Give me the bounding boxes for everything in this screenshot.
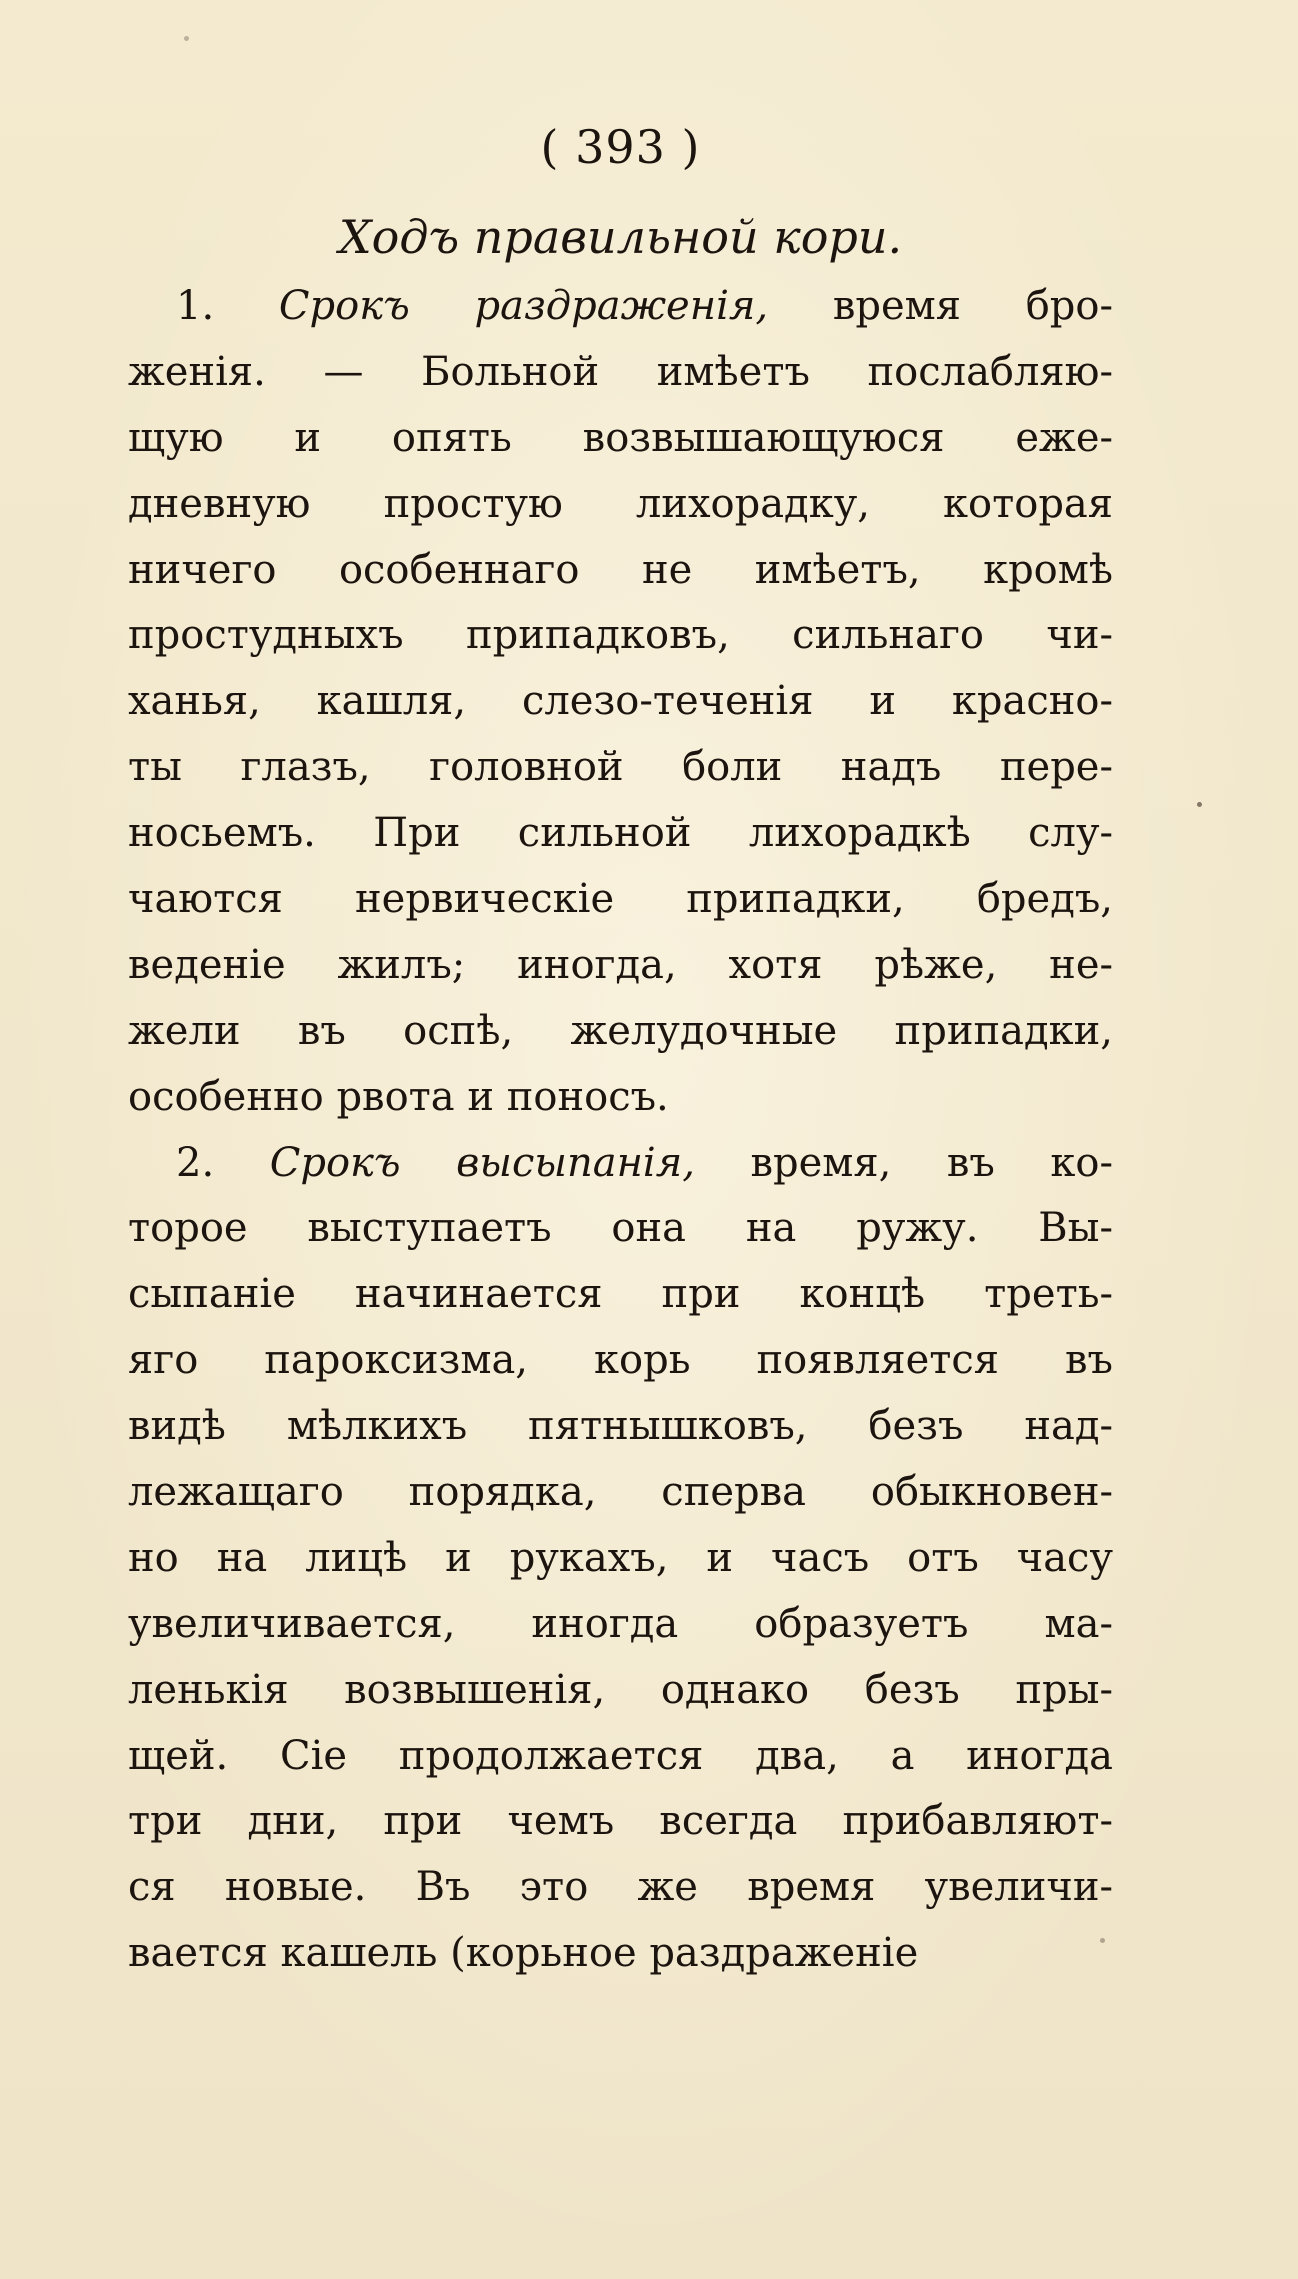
text-line: но на лицѣ и рукахъ, и часъ отъ часу — [128, 1534, 1113, 1581]
page-text — [128, 92, 1113, 1987]
ink-speck — [184, 36, 189, 41]
ink-speck — [1197, 802, 1202, 807]
text-line: ленькія возвышенія, однако безъ пры- — [128, 1666, 1113, 1713]
text-line: ся новые. Въ это же время увеличи- — [128, 1864, 1113, 1911]
text-line — [128, 274, 1113, 340]
paragraph-irritation-stage — [128, 274, 1113, 1131]
section-title: Ходъ правильной кори. — [338, 210, 903, 264]
page-number: ( 393 ) — [540, 120, 701, 174]
text-line: торое выступаетъ она на ружу. Вы- — [128, 1205, 1113, 1252]
text-line: сыпаніе начинается при концѣ треть- — [128, 1271, 1113, 1318]
text-line: ты глазъ, головной боли надъ пере- — [128, 744, 1113, 791]
text-line: лежащаго порядка, сперва обыкновен- — [128, 1469, 1113, 1516]
stage-term: Срокъ раздраженія, — [278, 283, 769, 329]
text-line: женія. — Больной имѣетъ послабляю- — [128, 348, 1113, 395]
paragraph-number: 1. — [176, 283, 215, 329]
text-line: щую и опять возвышающуюся еже- — [128, 414, 1113, 461]
text-line: вается кашель (корьное раздраженіе — [128, 1930, 919, 1977]
text-line: особенно рвота и поносъ. — [128, 1073, 669, 1120]
text-line: ханья, кашля, слезо-теченія и красно- — [128, 678, 1113, 725]
text-line: ничего особеннаго не имѣетъ, кромѣ — [128, 546, 1113, 593]
text-line: видѣ мѣлкихъ пятнышковъ, безъ над- — [128, 1403, 1113, 1450]
paragraph-eruption-stage — [128, 1131, 1113, 1988]
text-line: три дни, при чемъ всегда прибавляют- — [128, 1798, 1113, 1845]
line-text: время бро- — [832, 283, 1113, 329]
text-line: яго пароксизма, корь появляется въ — [128, 1337, 1113, 1384]
text-line: жели въ оспѣ, желудочные припадки, — [128, 1007, 1113, 1054]
text-line: чаются нервическіе припадки, бредъ, — [128, 876, 1113, 923]
stage-term: Срокъ высыпанія, — [269, 1139, 695, 1186]
text-line — [128, 1131, 1113, 1197]
line-text: время, въ ко- — [750, 1139, 1114, 1186]
paragraph-number: 2. — [176, 1139, 215, 1186]
text-line: простудныхъ припадковъ, сильнаго чи- — [128, 612, 1113, 659]
text-line: носьемъ. При сильной лихорадкѣ слу- — [128, 810, 1113, 857]
text-line: веденіе жилъ; иногда, хотя рѣже, не- — [128, 941, 1113, 988]
text-line: щей. Сіе продолжается два, а иногда — [128, 1732, 1113, 1779]
text-line: увеличивается, иногда образуетъ ма- — [128, 1600, 1113, 1647]
text-line: дневную простую лихорадку, которая — [128, 480, 1113, 527]
